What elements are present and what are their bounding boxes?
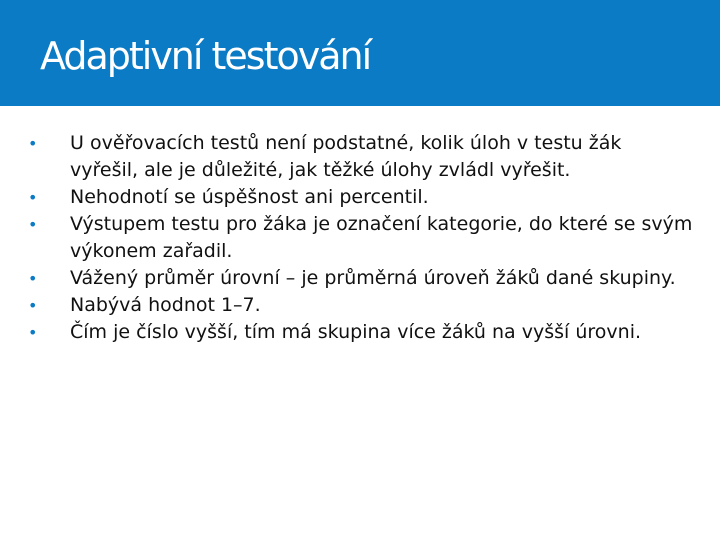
bullet-item [24, 130, 694, 184]
bullet-item [24, 184, 694, 211]
bullet-text: Nabývá hodnot 1–7. [70, 294, 261, 316]
bullet-dot-icon: • [28, 269, 38, 288]
bullet-dot-icon: • [28, 188, 38, 207]
bullet-text: Vážený průměr úrovní – je průměrná úroveň žáků dané skupiny. [70, 267, 676, 289]
bullet-dot-icon: • [28, 215, 38, 234]
bullet-item [24, 265, 694, 292]
bullet-dot-icon: • [28, 296, 38, 315]
bullet-text: Čím je číslo vyšší, tím má skupina více žáků na vyšší úrovni. [70, 321, 642, 343]
bullet-text: Výstupem testu pro žáka je označení kategorie, do které se svým výkonem zařadil. [70, 213, 693, 262]
title-bar [0, 0, 720, 106]
bullet-dot-icon: • [28, 134, 38, 153]
bullet-item [24, 211, 694, 265]
bullet-text: Nehodnotí se úspěšnost ani percentil. [70, 186, 429, 208]
bullet-dot-icon: • [28, 323, 38, 342]
bullet-list [24, 130, 694, 346]
slide-title: Adaptivní testování [40, 34, 371, 78]
bullet-item [24, 292, 694, 319]
bullet-text: U ověřovacích testů není podstatné, kolik úloh v testu žák vyřešil, ale je důležité, jak těžké úlohy zvládl vyřešit. [70, 132, 622, 181]
bullet-item [24, 319, 694, 346]
